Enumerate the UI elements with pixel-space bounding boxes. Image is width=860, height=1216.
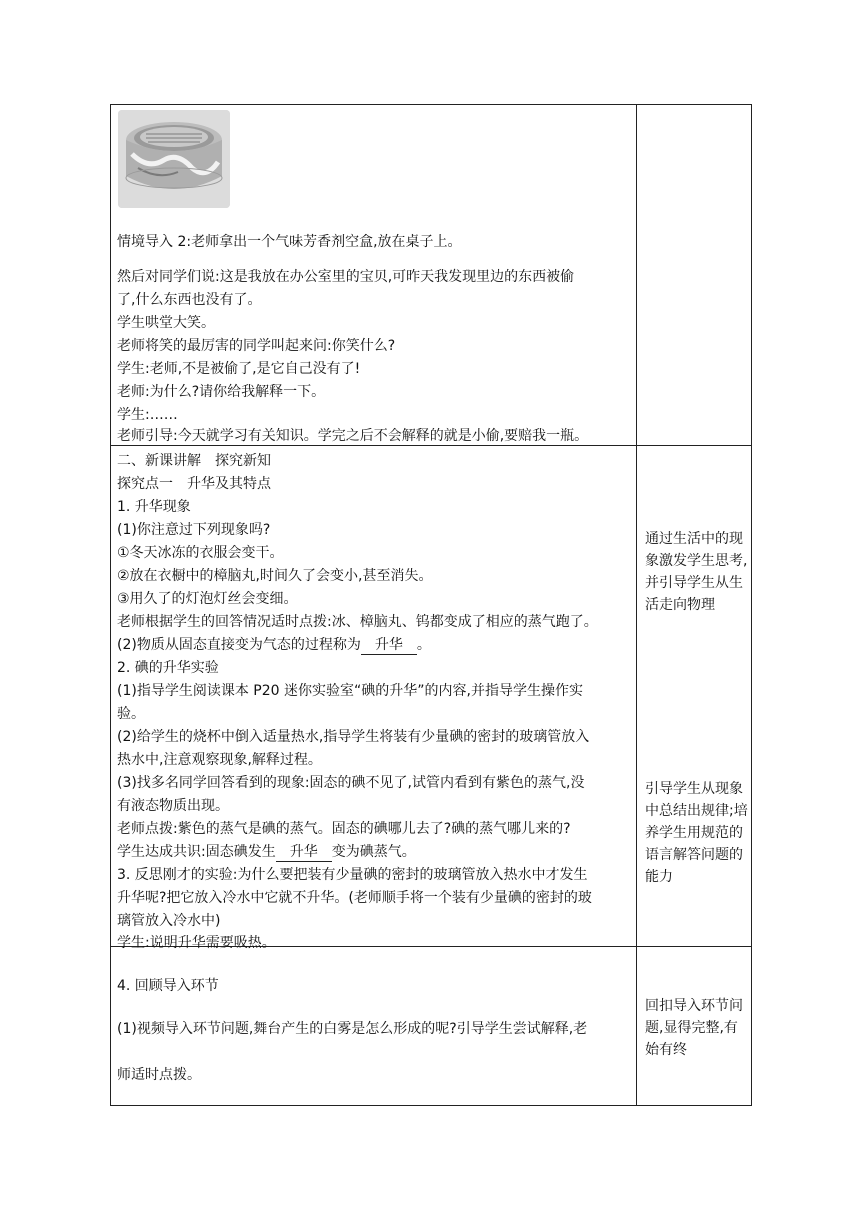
air-freshener-box-photo xyxy=(118,110,230,208)
text-line: 然后对同学们说:这是我放在办公室里的宝贝,可昨天我发现里边的东西被偷 xyxy=(117,269,575,285)
text-line: 师适时点拨。 xyxy=(117,1067,201,1083)
text-line: 升华呢?把它放入冷水中它就不升华。(老师顺手将一个装有少量碘的密封的玻 xyxy=(117,890,592,906)
main-cell-intro xyxy=(111,105,637,446)
text-line: ③用久了的灯泡灯丝会变细。 xyxy=(117,591,298,607)
text-line: (3)找多名同学回答看到的现象:固态的碘不见了,试管内看到有紫色的蒸气,没 xyxy=(117,775,585,791)
side-cell-new-lesson xyxy=(637,446,752,947)
text-line: (2)给学生的烧杯中倒入适量热水,指导学生将装有少量碘的密封的玻璃管放入 xyxy=(117,729,590,745)
text-line: 验。 xyxy=(117,706,145,722)
text-line: ②放在衣橱中的樟脑丸,时间久了会变小,甚至消失。 xyxy=(117,568,433,584)
fill-blank-answer: 升华 xyxy=(361,636,417,655)
text-line: 情境导入 2:老师拿出一个气味芳香剂空盒,放在桌子上。 xyxy=(117,234,462,250)
text-line: (1)视频导入环节问题,舞台产生的白雾是怎么形成的呢?引导学生尝试解释,老 xyxy=(117,1021,588,1037)
table-row xyxy=(111,105,752,446)
main-cell-review xyxy=(111,947,637,1106)
table-row xyxy=(111,947,752,1106)
text-line: 了,什么东西也没有了。 xyxy=(117,292,262,308)
text-line: 璃管放入冷水中) xyxy=(117,913,221,929)
text-line: (1)指导学生阅读课本 P20 迷你实验室“碘的升华”的内容,并指导学生操作实 xyxy=(117,683,583,699)
subsection-heading: 探究点一 升华及其特点 xyxy=(117,476,271,492)
text-line: 老师:为什么?请你给我解释一下。 xyxy=(117,384,326,400)
text-line-with-blank xyxy=(117,636,431,655)
text-line-with-blank xyxy=(117,843,416,862)
fill-blank-answer: 升华 xyxy=(276,843,332,862)
text-fragment: 学生达成共识:固态碘发生 xyxy=(117,844,276,860)
text-line: 老师引导:今天就学习有关知识。学完之后不会解释的就是小偷,要赔我一瓶。 xyxy=(117,428,589,444)
text-line: 有液态物质出现。 xyxy=(117,798,229,814)
lesson-plan-table xyxy=(110,104,752,1106)
side-cell-review xyxy=(637,947,752,1106)
design-intent-note: 通过生活中的现象激发学生思考,并引导学生从生活走向物理 xyxy=(645,531,748,613)
air-freshener-icon xyxy=(118,110,230,208)
text-fragment: 变为碘蒸气。 xyxy=(331,844,416,860)
text-line: 热水中,注意观察现象,解释过程。 xyxy=(117,752,322,768)
text-line: 学生:说明升华需要吸热。 xyxy=(117,935,276,951)
design-intent-note: 回扣导入环节问题,显得完整,有始有终 xyxy=(645,998,743,1058)
text-line: 学生哄堂大笑。 xyxy=(117,315,215,331)
text-line: 1. 升华现象 xyxy=(117,499,191,515)
text-line: 学生:…… xyxy=(117,407,178,423)
table-row xyxy=(111,446,752,947)
text-line: 老师点拨:紫色的蒸气是碘的蒸气。固态的碘哪儿去了?碘的蒸气哪儿来的? xyxy=(117,821,571,837)
text-line: 学生:老师,不是被偷了,是它自己没有了! xyxy=(117,361,361,377)
side-cell-intro xyxy=(637,105,752,446)
text-line: 老师将笑的最厉害的同学叫起来问:你笑什么? xyxy=(117,338,396,354)
section-heading: 二、新课讲解 探究新知 xyxy=(117,453,271,469)
text-line: ①冬天冰冻的衣服会变干。 xyxy=(117,545,284,561)
main-cell-new-lesson xyxy=(111,446,637,951)
text-line: 2. 碘的升华实验 xyxy=(117,660,219,676)
text-line: 老师根据学生的回答情况适时点拨:冰、樟脑丸、钨都变成了相应的蒸气跑了。 xyxy=(117,614,598,630)
text-line: 3. 反思刚才的实验:为什么要把装有少量碘的密封的玻璃管放入热水中才发生 xyxy=(117,867,588,883)
text-line: 4. 回顾导入环节 xyxy=(117,978,219,994)
text-fragment: (2)物质从固态直接变为气态的过程称为 xyxy=(117,637,361,653)
text-line: (1)你注意过下列现象吗? xyxy=(117,522,271,538)
design-intent-note: 引导学生从现象中总结出规律;培养学生用规范的语言解答问题的能力 xyxy=(645,781,748,885)
text-fragment: 。 xyxy=(416,637,431,653)
